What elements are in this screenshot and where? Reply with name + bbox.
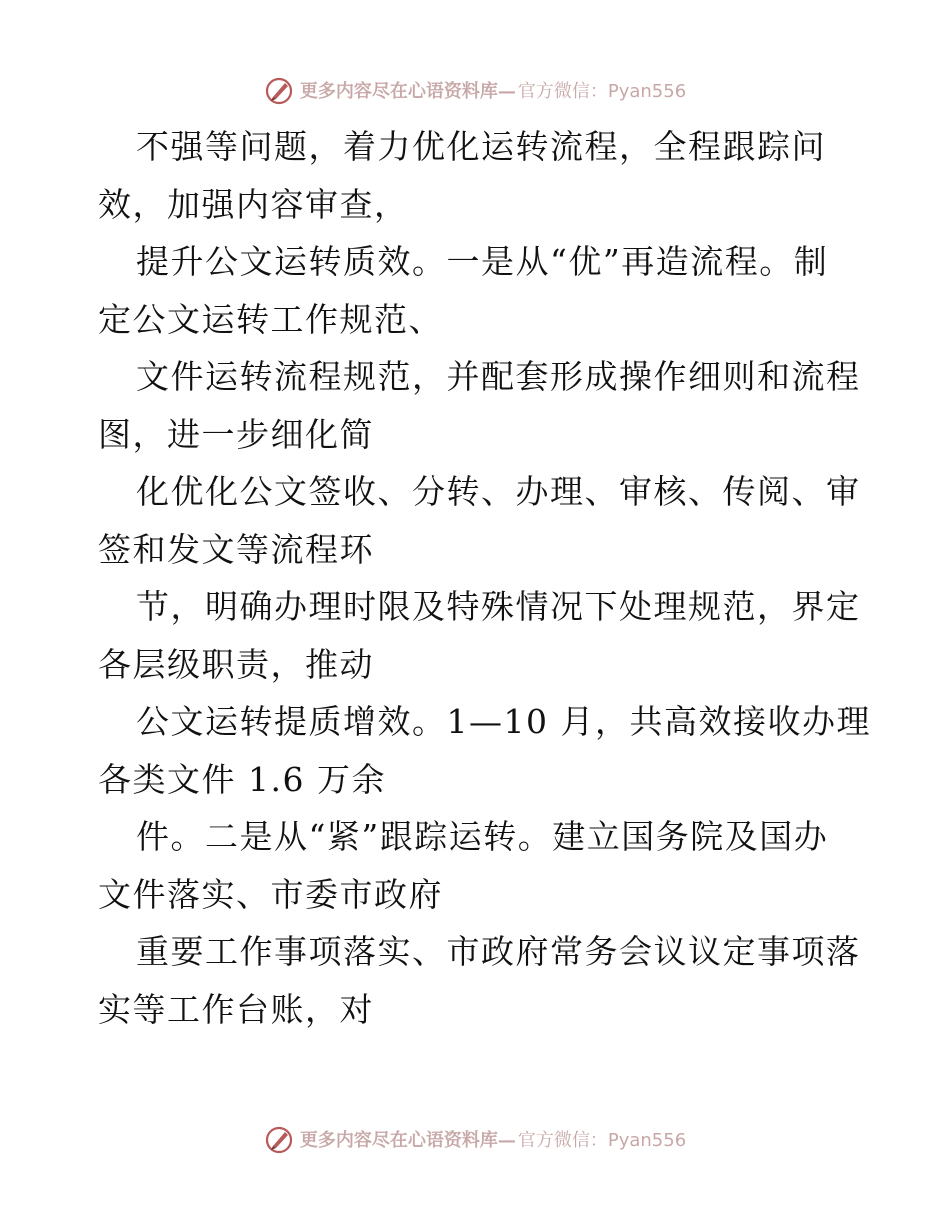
header-brand-text: 更多内容尽在心语资料库— xyxy=(299,81,516,102)
header-watermark xyxy=(0,72,950,108)
text-line: 各类文件 1.6 万余 xyxy=(98,759,386,799)
text-line: 不强等问题，着力优化运转流程，全程跟踪问 xyxy=(136,127,826,166)
pen-circle-logo-icon xyxy=(264,75,294,105)
footer-watermark xyxy=(0,1121,950,1157)
text-line: 提升公文运转质效。一是从“优”再造流程。制 xyxy=(136,242,829,281)
text-line: 重要工作事项落实、市政府常务会议议定事项落 xyxy=(136,932,861,971)
text-line: 实等工作台账，对 xyxy=(98,989,374,1029)
text-line: 件。二是从“紧”跟踪运转。建立国务院及国办 xyxy=(136,817,829,856)
text-line: 文件运转流程规范，并配套形成操作细则和流程 xyxy=(136,357,861,396)
text-line: 图，进一步细化简 xyxy=(98,414,374,454)
text-line: 效，加强内容审查， xyxy=(98,184,409,224)
text-line: 节，明确办理时限及特殊情况下处理规范，界定 xyxy=(136,587,861,626)
footer-contact-text: 官方微信：Pyan556 xyxy=(517,1130,687,1151)
header-contact-text: 官方微信：Pyan556 xyxy=(517,81,687,102)
text-line: 公文运转提质增效。1—10 月，共高效接收办理 xyxy=(136,702,871,741)
document-body xyxy=(98,118,871,1038)
footer-brand-text: 更多内容尽在心语资料库— xyxy=(299,1130,516,1151)
text-line: 签和发文等流程环 xyxy=(98,529,374,569)
text-line: 定公文运转工作规范、 xyxy=(98,299,443,339)
text-line: 各层级职责，推动 xyxy=(98,644,374,684)
text-line: 化优化公文签收、分转、办理、审核、传阅、审 xyxy=(136,472,861,511)
text-line: 文件落实、市委市政府 xyxy=(98,874,443,914)
pen-circle-logo-icon xyxy=(264,1124,294,1154)
